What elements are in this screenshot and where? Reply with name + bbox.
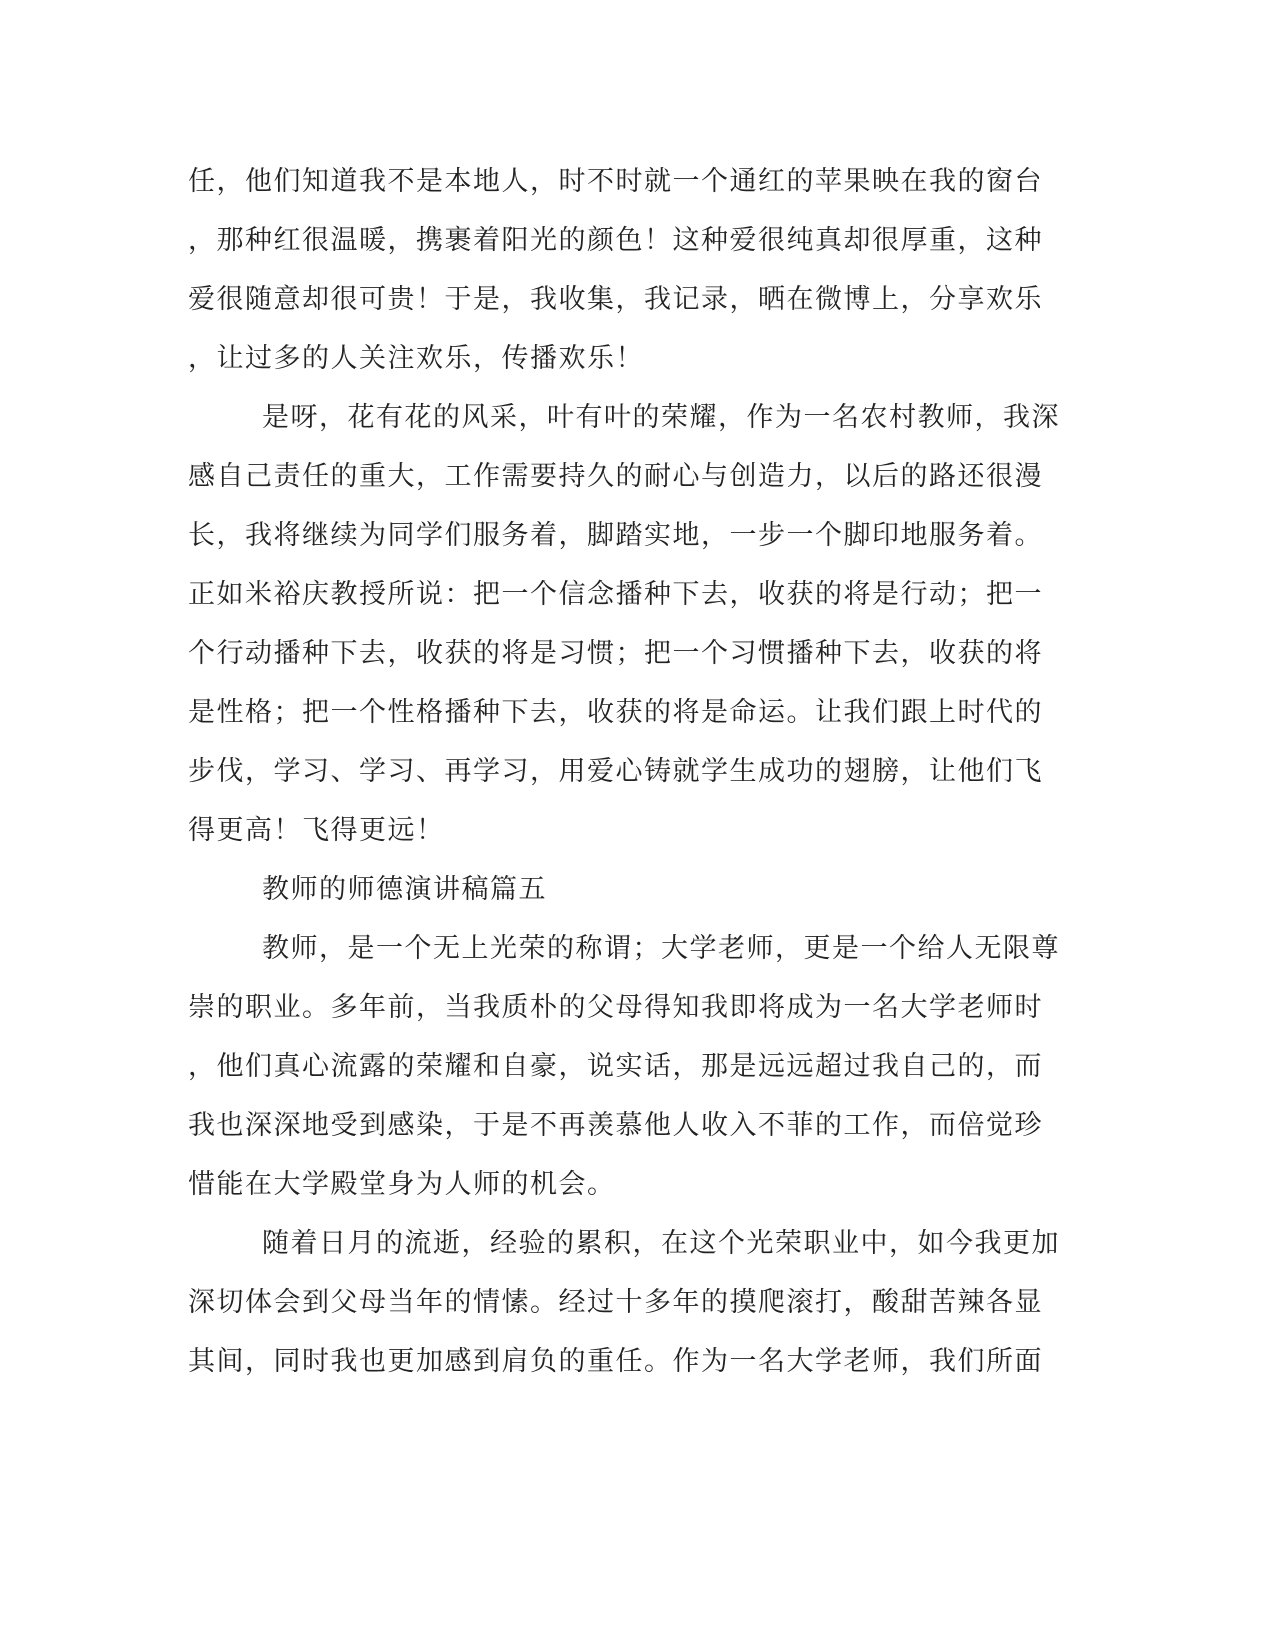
text-line: 感自己责任的重大，工作需要持久的耐心与创造力，以后的路还很漫 bbox=[188, 461, 1043, 492]
paragraph-start-line: 教师，是一个无上光荣的称谓；大学老师，更是一个给人无限尊 bbox=[262, 933, 1060, 964]
text-line: 是性格；把一个性格播种下去，收获的将是命运。让我们跟上时代的 bbox=[188, 697, 1043, 728]
text-line: 正如米裕庆教授所说：把一个信念播种下去，收获的将是行动；把一 bbox=[188, 579, 1043, 610]
section-heading: 教师的师德演讲稿篇五 bbox=[262, 874, 547, 905]
text-line: 长，我将继续为同学们服务着，脚踏实地，一步一个脚印地服务着。 bbox=[188, 520, 1043, 551]
text-line: ，他们真心流露的荣耀和自豪，说实话，那是远远超过我自己的，而 bbox=[188, 1051, 1043, 1082]
text-line: 我也深深地受到感染，于是不再羡慕他人收入不菲的工作，而倍觉珍 bbox=[188, 1110, 1043, 1141]
text-line: 个行动播种下去，收获的将是习惯；把一个习惯播种下去，收获的将 bbox=[188, 638, 1043, 669]
text-line: 爱很随意却很可贵！于是，我收集，我记录，晒在微博上，分享欢乐 bbox=[188, 284, 1043, 315]
paragraph-start-line: 随着日月的流逝，经验的累积，在这个光荣职业中，如今我更加 bbox=[262, 1228, 1060, 1259]
text-line: 惜能在大学殿堂身为人师的机会。 bbox=[188, 1169, 616, 1200]
text-line: ，让过多的人关注欢乐，传播欢乐！ bbox=[188, 343, 644, 374]
text-line: 任，他们知道我不是本地人，时不时就一个通红的苹果映在我的窗台 bbox=[188, 166, 1043, 197]
text-line: 崇的职业。多年前，当我质朴的父母得知我即将成为一名大学老师时 bbox=[188, 992, 1043, 1023]
text-line: 步伐，学习、学习、再学习，用爱心铸就学生成功的翅膀，让他们飞 bbox=[188, 756, 1043, 787]
text-line: 其间，同时我也更加感到肩负的重任。作为一名大学老师，我们所面 bbox=[188, 1346, 1043, 1377]
text-line: ，那种红很温暖，携裹着阳光的颜色！这种爱很纯真却很厚重，这种 bbox=[188, 225, 1043, 256]
text-line: 得更高！飞得更远！ bbox=[188, 815, 445, 846]
text-line: 深切体会到父母当年的情愫。经过十多年的摸爬滚打，酸甜苦辣各显 bbox=[188, 1287, 1043, 1318]
paragraph-start-line: 是呀，花有花的风采，叶有叶的荣耀，作为一名农村教师，我深 bbox=[262, 402, 1060, 433]
